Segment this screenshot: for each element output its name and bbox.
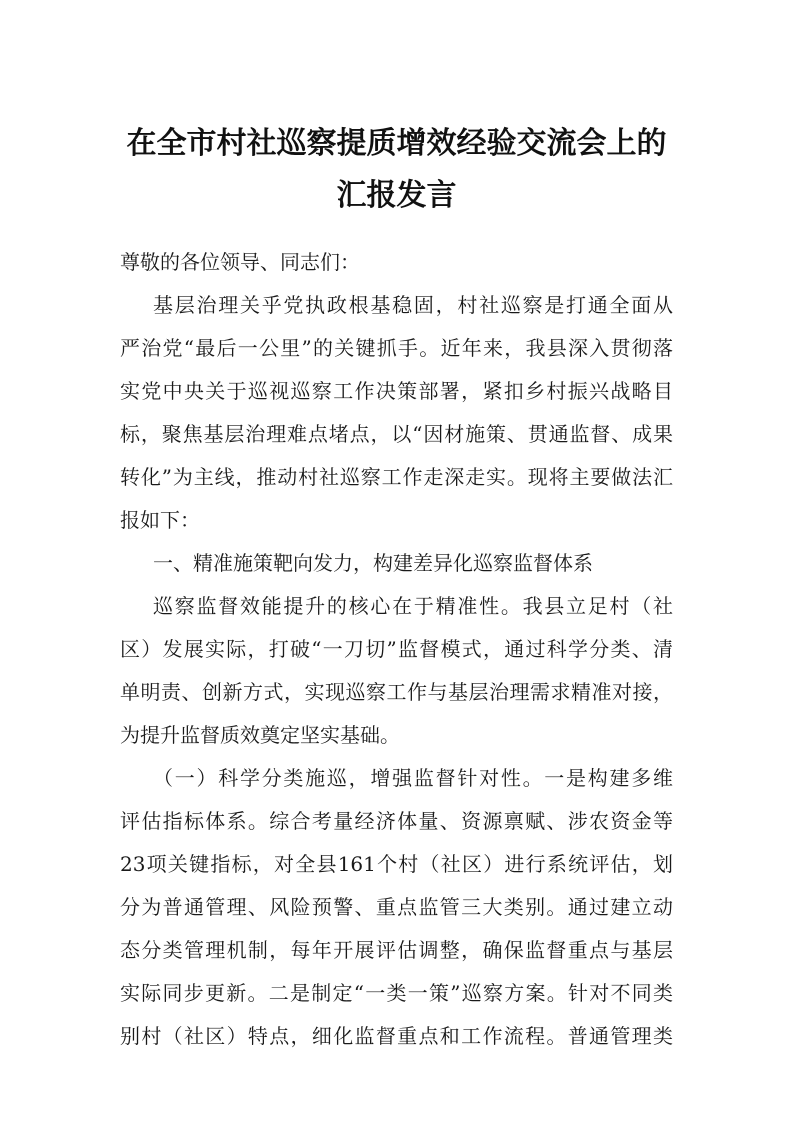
body-text-line: 区）发展实际，打破“一刀切”监督模式，通过科学分类、清 <box>120 637 673 661</box>
body-text-line: 基层治理关乎党执政根基稳固，村社巡察是打通全面从 <box>153 293 673 317</box>
body-text-line: 单明责、创新方式，实现巡察工作与基层治理需求精准对接， <box>120 680 673 704</box>
body-text-line: 实党中央关于巡视巡察工作决策部署，紧扣乡村振兴战略目 <box>120 379 673 403</box>
document-title-line-2: 汇报发言 <box>336 178 457 213</box>
subsection-paragraph-start: （一）科学分类施巡，增强监督针对性。一是构建多维 <box>153 766 673 790</box>
body-text-line: 态分类管理机制，每年开展评估调整，确保监督重点与基层 <box>120 938 673 962</box>
body-text-line: 标，聚焦基层治理难点堵点，以“因材施策、贯通监督、成果 <box>120 422 673 446</box>
body-text-line: 转化”为主线，推动村社巡察工作走深走实。现将主要做法汇 <box>120 465 673 489</box>
salutation: 尊敬的各位领导、同志们： <box>120 250 360 274</box>
body-text-line: 别村（社区）特点，细化监督重点和工作流程。普通管理类 <box>120 1024 673 1048</box>
body-text-line: 为提升监督质效奠定坚实基础。 <box>120 723 400 747</box>
body-text-line: 实际同步更新。二是制定“一类一策”巡察方案。针对不同类 <box>120 981 673 1005</box>
body-text-line: 严治党“最后一公里”的关键抓手。近年来，我县深入贯彻落 <box>120 336 673 360</box>
body-text-line: 23项关键指标，对全县161个村（社区）进行系统评估，划 <box>120 852 673 876</box>
body-text-line: 分为普通管理、风险预警、重点监管三大类别。通过建立动 <box>120 895 673 919</box>
body-text-line: 报如下： <box>120 508 200 532</box>
body-text-line: 巡察监督效能提升的核心在于精准性。我县立足村（社 <box>153 594 673 618</box>
document-title-line-1: 在全市村社巡察提质增效经验交流会上的 <box>126 126 667 161</box>
body-text-line: 评估指标体系。综合考量经济体量、资源禀赋、涉农资金等 <box>120 809 673 833</box>
section-heading: 一、精准施策靶向发力，构建差异化巡察监督体系 <box>153 551 593 575</box>
